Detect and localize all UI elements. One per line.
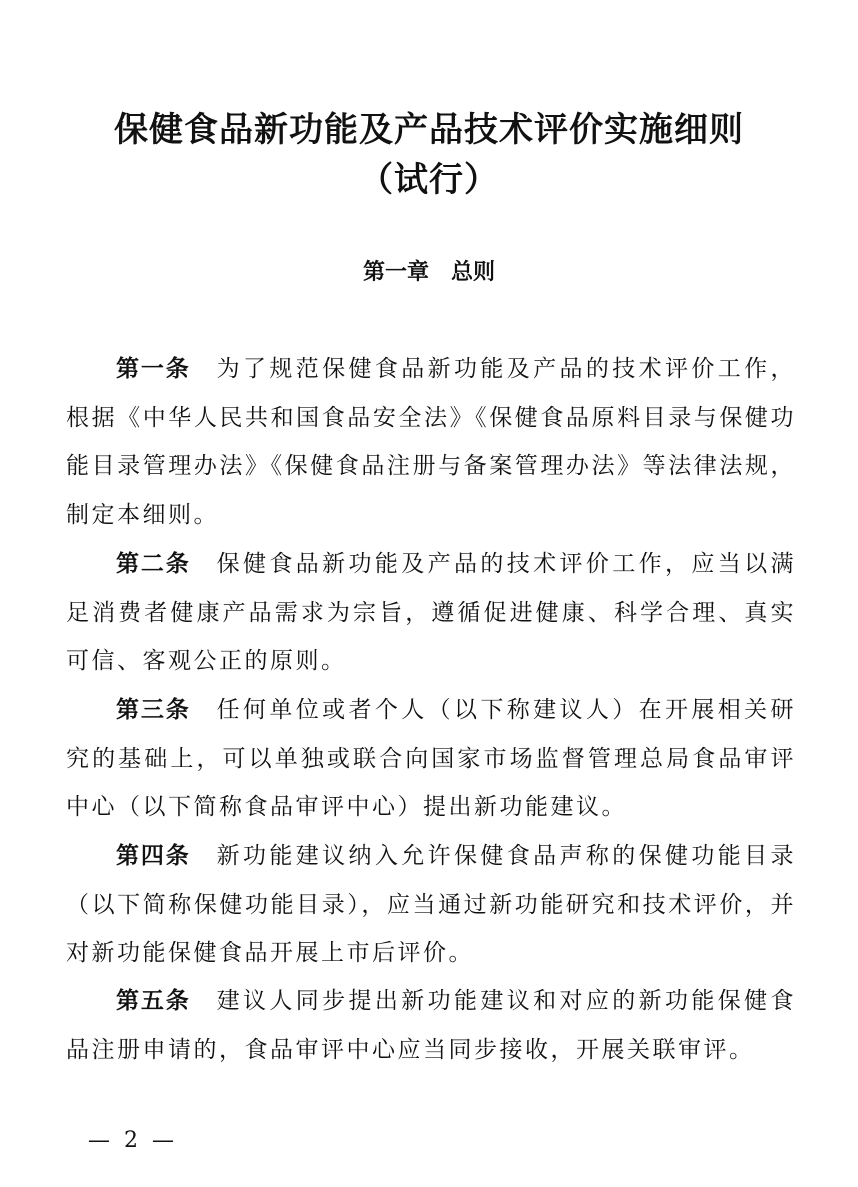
article-2 (66, 540, 796, 686)
chapter-heading: 第一章 总则 (362, 260, 495, 285)
article-text: 建议人同步提出新功能建议和对应的新功能保健食品注册申请的，食品审评中心应当同步接收，开展关联审评。 (66, 988, 796, 1063)
article-label: 第二条 (116, 551, 191, 577)
document-subtitle: （试行） (359, 160, 499, 200)
article-1 (66, 345, 796, 539)
article-text: 为了规范保健食品新功能及产品的技术评价工作，根据《中华人民共和国食品安全法》《保健食品原料目录与保健功能目录管理办法》《保健食品注册与备案管理办法》等法律法规，制定本细则。 (66, 356, 796, 528)
article-label: 第三条 (116, 697, 191, 723)
article-4 (66, 832, 796, 978)
article-label: 第一条 (116, 356, 191, 382)
article-text: 保健食品新功能及产品的技术评价工作，应当以满足消费者健康产品需求为宗旨，遵循促进健康、科学合理、真实可信、客观公正的原则。 (66, 551, 796, 674)
article-label: 第五条 (116, 988, 191, 1014)
article-text: 任何单位或者个人（以下称建议人）在开展相关研究的基础上，可以单独或联合向国家市场监督管理总局食品审评中心（以下简称食品审评中心）提出新功能建议。 (66, 697, 796, 820)
page-number: — 2 — (88, 1128, 174, 1153)
article-3 (66, 686, 796, 832)
article-label: 第四条 (116, 843, 191, 869)
article-text: 新功能建议纳入允许保健食品声称的保健功能目录（以下简称保健功能目录），应当通过新功能研究和技术评价，并对新功能保健食品开展上市后评价。 (66, 843, 796, 966)
document-title: 保健食品新功能及产品技术评价实施细则 (114, 110, 744, 150)
article-5 (66, 977, 796, 1074)
